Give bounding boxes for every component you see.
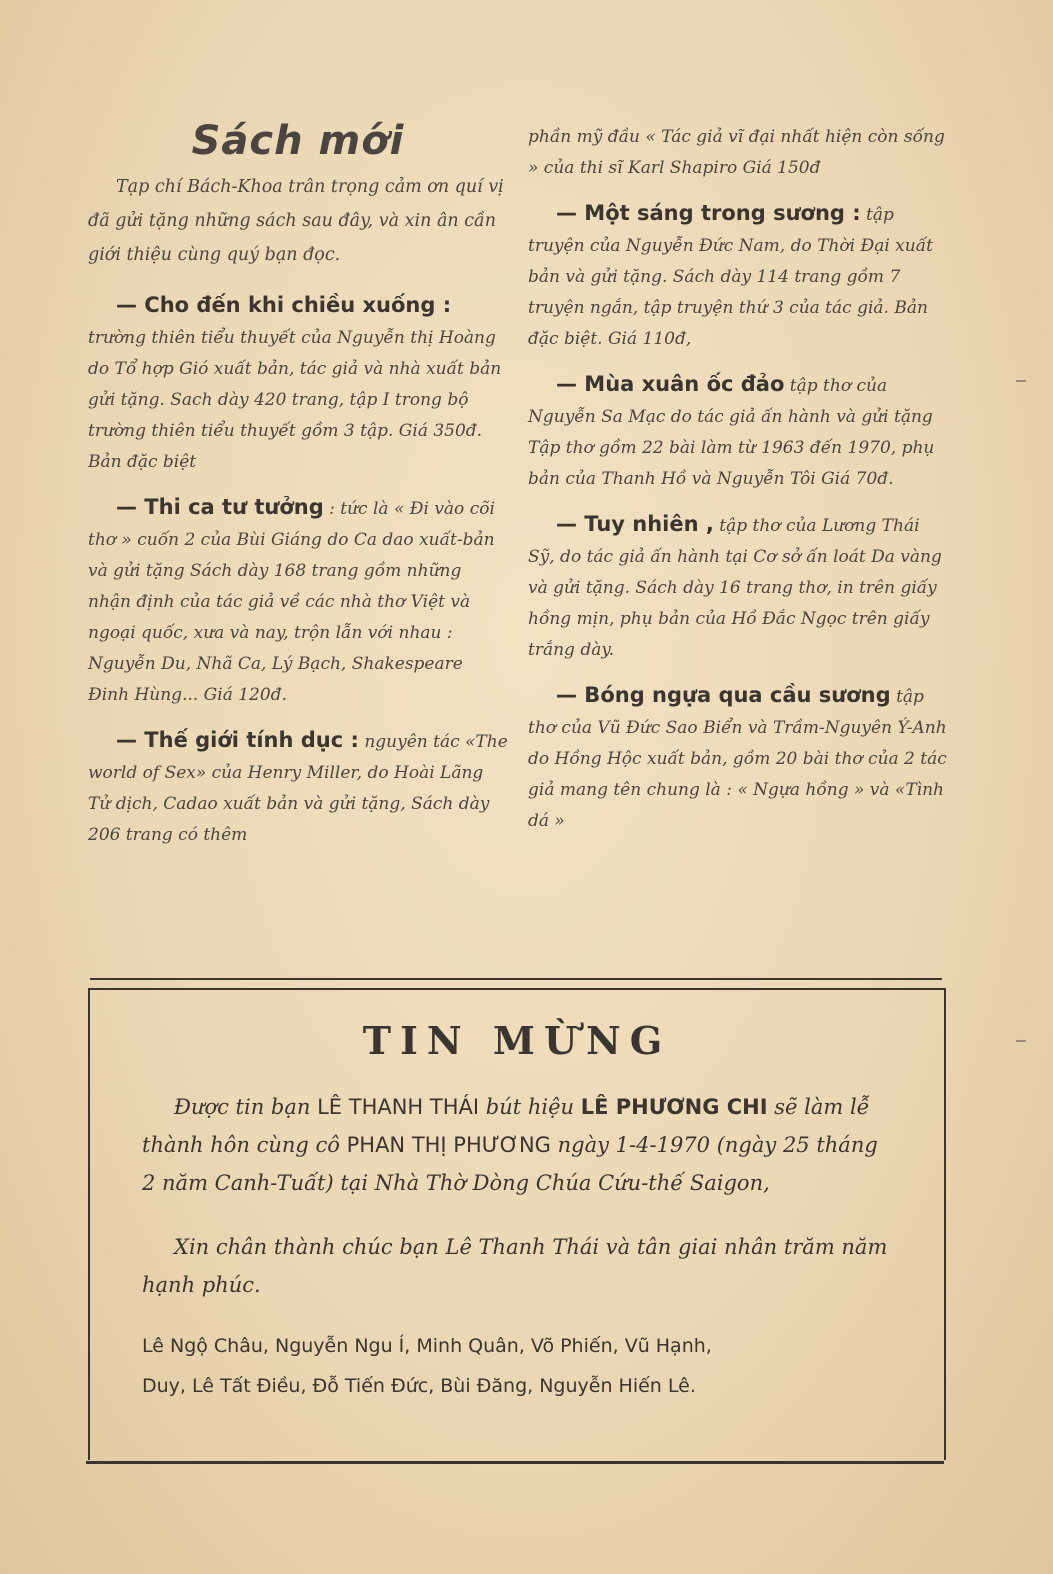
book-entry xyxy=(88,492,508,711)
book-description: tập thơ của Lương Thái Sỹ, do tác giả ấn hành tại Cơ sở ấn loát Da vàng và gửi tặng. Sách dày 16 trang thơ, in trên giấy hồng mịn, phụ bản của Hồ Đắc Ngọc trên giấy trắng dày. xyxy=(528,516,942,660)
announcement-box xyxy=(88,988,946,1460)
book-description: : tức là « Đi vào cõi thơ » cuốn 2 của Bùi Giáng do Ca dao xuất-bản và gửi tặng Sách dày 168 trang gồm những nhận định của tác giả về các nhà thơ Việt và ngoại quốc, xưa và nay, trộn lẫn với nhau : Nguyễn Du, Nhã Ca, Lý Bạch, Shakespeare Đinh Hùng... Giá 120đ. xyxy=(88,499,495,705)
edge-mark xyxy=(1016,1040,1026,1042)
left-column xyxy=(88,118,508,865)
book-description: tập thơ của Nguyễn Sa Mạc do tác giả ấn hành và gửi tặng Tập thơ gồm 22 bài làm từ 1963 đến 1970, phụ bản của Thanh Hồ và Nguyễn Tôi Giá 70đ. xyxy=(528,376,935,489)
bride-name: PHAN THỊ PHƯƠNG xyxy=(346,1133,551,1157)
book-entry xyxy=(528,509,948,666)
intro-paragraph: Tạp chí Bách-Khoa trân trọng cảm ơn quí vị đã gửi tặng những sách sau đây, và xin ân cần giới thiệu cùng quý bạn đọc. xyxy=(88,177,504,265)
text-run: sẽ làm lễ thành hôn cùng cô xyxy=(142,1095,870,1157)
groom-name: LÊ THANH THÁI xyxy=(317,1095,480,1119)
section-title: Sách mới xyxy=(191,118,405,164)
book-description: trường thiên tiểu thuyết của Nguyễn thị Hoàng do Tổ hợp Gió xuất bản, tác giả và nhà xuất bản gửi tặng. Sach dày 420 trang, tập I trong bộ trường thiên tiểu thuyết gồm 3 tập. Giá 350đ. Bản đặc biệt xyxy=(88,328,502,472)
wish-paragraph: Xin chân thành chúc bạn Lê Thanh Thái và tân giai nhân trăm năm hạnh phúc. xyxy=(142,1235,888,1297)
book-entry xyxy=(88,725,508,851)
edge-mark xyxy=(1016,380,1026,382)
top-rule xyxy=(90,978,942,980)
book-description: tập thơ của Vũ Đức Sao Biển và Trầm-Nguyên Ý-Anh do Hồng Hộc xuất bản, gồm 20 bài thơ của 2 tác giả mang tên chung là : « Ngựa hồng » và «Tình dá » xyxy=(528,687,947,831)
book-title: — Tuy nhiên , xyxy=(556,512,714,536)
pen-name: LÊ PHƯƠNG CHI xyxy=(580,1095,768,1119)
signers-line: Duy, Lê Tất Điều, Đỗ Tiến Đức, Bùi Đăng, Nguyễn Hiến Lê. xyxy=(142,1375,696,1397)
book-entry xyxy=(528,198,948,355)
bottom-rule xyxy=(86,1461,944,1464)
right-column xyxy=(528,122,948,851)
book-entry xyxy=(528,680,948,837)
book-entry-continuation: phần mỹ đầu « Tác giả vĩ đại nhất hiện còn sống » của thi sĩ Karl Shapiro Giá 150đ xyxy=(528,127,945,178)
text-run: ngày xyxy=(557,1133,609,1157)
wedding-date: 1-4-1970 xyxy=(615,1133,711,1157)
text-run: Được tin bạn xyxy=(174,1095,311,1119)
announcement-body xyxy=(142,1088,896,1406)
announcement-paragraph xyxy=(142,1088,896,1202)
text-run: (ngày 25 tháng 2 năm Canh-Tuất) tại Nhà Thờ Dòng Chúa Cứu-thế Saigon, xyxy=(142,1133,878,1195)
book-entry xyxy=(88,290,508,478)
book-title: — Thi ca tư tưởng xyxy=(116,495,324,519)
book-description: nguyên tác «The world of Sex» của Henry Miller, do Hoài Lãng Tử dịch, Cadao xuất bản và gửi tặng, Sách dày 206 trang có thêm xyxy=(88,732,508,845)
book-title: — Thế giới tính dục : xyxy=(116,728,359,752)
signers-line: Lê Ngộ Châu, Nguyễn Ngu Í, Minh Quân, Võ Phiến, Vũ Hạnh, xyxy=(142,1335,712,1357)
book-description: tập truyện của Nguyễn Đức Nam, do Thời Đại xuất bản và gửi tặng. Sách dày 114 trang gồm 7 truyện ngắn, tập truyện thứ 3 của tác giả. Bản đặc biệt. Giá 110đ, xyxy=(528,205,933,349)
book-title: — Mùa xuân ốc đảo xyxy=(556,372,785,396)
announcement-title: TIN MỪNG xyxy=(362,1018,672,1063)
book-entry xyxy=(528,369,948,495)
book-title: — Bóng ngựa qua cầu sương xyxy=(556,683,891,707)
text-run: bút hiệu xyxy=(485,1095,575,1119)
book-title: — Cho đến khi chiều xuống : xyxy=(116,293,452,317)
book-title: — Một sáng trong sương : xyxy=(556,201,861,225)
